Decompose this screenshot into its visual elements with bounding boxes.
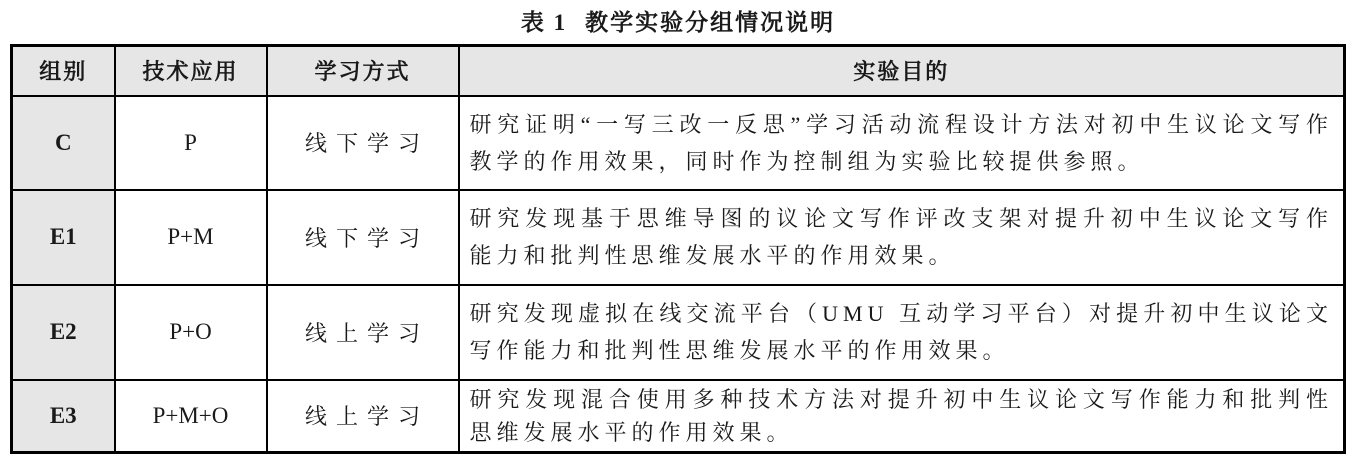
group-cell: E3 xyxy=(12,380,115,453)
purpose-cell: 研究证明“一写三改一反思”学习活动流程设计方法对初中生议论文写作教学的作用效果，同时作为控制组为实验比较提供参照。 xyxy=(459,96,1345,190)
table-caption xyxy=(0,6,1356,44)
table-row xyxy=(12,285,1345,380)
tech-cell: P+M+O xyxy=(115,380,267,453)
table-caption-text: 教学实验分组情况说明 xyxy=(585,10,836,35)
header-mode: 学习方式 xyxy=(267,46,459,96)
mode-cell: 线下学习 xyxy=(267,190,459,285)
table-row xyxy=(12,380,1345,453)
table-row xyxy=(12,96,1345,190)
header-purpose: 实验目的 xyxy=(459,46,1345,96)
tech-cell: P+O xyxy=(115,285,267,380)
group-cell: E2 xyxy=(12,285,115,380)
tech-cell: P+M xyxy=(115,190,267,285)
mode-cell: 线上学习 xyxy=(267,380,459,453)
experiment-grouping-table xyxy=(10,44,1346,454)
tech-cell: P xyxy=(115,96,267,190)
purpose-cell: 研究发现基于思维导图的议论文写作评改支架对提升初中生议论文写作能力和批判性思维发展水平的作用效果。 xyxy=(459,190,1345,285)
purpose-cell: 研究发现虚拟在线交流平台（UMU 互动学习平台）对提升初中生议论文写作能力和批判性思维发展水平的作用效果。 xyxy=(459,285,1345,380)
mode-cell: 线下学习 xyxy=(267,96,459,190)
table-caption-number: 表 1 xyxy=(520,10,568,35)
header-row xyxy=(12,46,1345,96)
header-tech: 技术应用 xyxy=(115,46,267,96)
group-cell: E1 xyxy=(12,190,115,285)
purpose-cell: 研究发现混合使用多种技术方法对提升初中生议论文写作能力和批判性思维发展水平的作用效果。 xyxy=(459,380,1345,453)
table-row xyxy=(12,190,1345,285)
group-cell: C xyxy=(12,96,115,190)
header-group: 组别 xyxy=(12,46,115,96)
mode-cell: 线上学习 xyxy=(267,285,459,380)
